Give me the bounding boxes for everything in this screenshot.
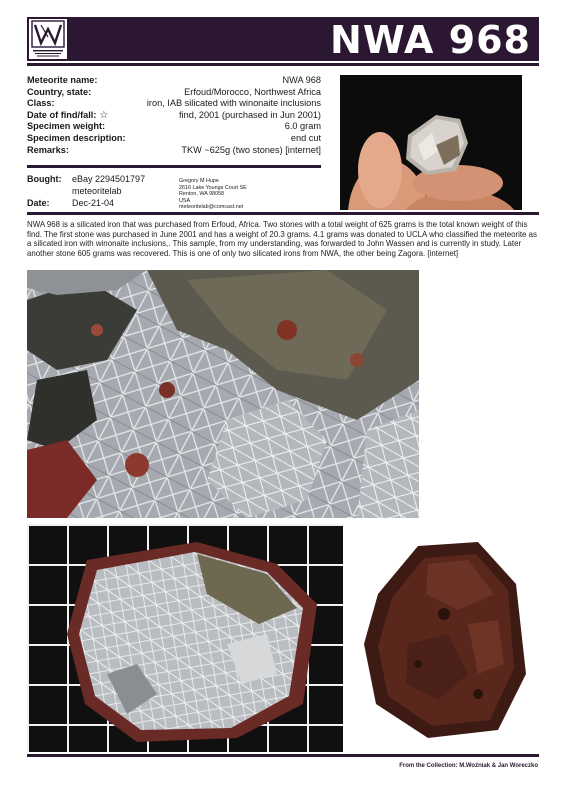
seller-name: meteoritelab: [72, 186, 122, 196]
date-label: Date:: [27, 198, 50, 208]
header-divider: [27, 63, 539, 66]
info-row-description: [27, 133, 321, 145]
info-label: Class:: [27, 98, 55, 109]
info-label: Specimen weight:: [27, 121, 106, 132]
info-row-class: [27, 98, 321, 110]
whole-stone-photo: [348, 524, 539, 752]
info-value: iron, IAB silicated with winonaite inclusions: [146, 98, 321, 109]
address-line: USA: [179, 197, 191, 204]
info-row-remarks: [27, 145, 321, 157]
purchase-divider: [27, 212, 539, 215]
address-line: meteoritelab@comcast.net: [179, 204, 244, 211]
info-value: Erfoud/Morocco, Northwest Africa: [184, 86, 321, 97]
info-row-country: [27, 87, 321, 99]
specimen-description: NWA 968 is a silicated iron that was purchased from Erfoud, Africa. Two stones with a total weight of 625 grams is the total known weight of this find. The first stone was purchased in June 2001 and has a weight of 20.3 grams. 4.1 grams was donated to UCLA who classified the meteorite as a silicated iron with winonaite inclusions,. This sample, from my understanding, was forwarded to John Wassen and is currently in study. Later another stone 605 grams was recovered. This is one of only two silicated irons from NWA, the other being Zagora. [internet]: [27, 220, 537, 259]
address-line: Renton, WA 98058: [179, 191, 225, 198]
page-title: NWA 968: [330, 18, 531, 62]
info-divider: [27, 165, 321, 168]
footer-divider: [27, 754, 539, 757]
collection-logo: [29, 19, 67, 59]
star-icon: ☆: [99, 109, 109, 121]
address-line: Gregory M Hupe: [179, 178, 219, 184]
info-value: TKW ~625g (two stones) [internet]: [181, 144, 321, 155]
info-label: [27, 110, 108, 122]
specimen-info: [27, 75, 321, 156]
info-value: end cut: [290, 132, 321, 143]
collection-credit: From the Collection: M.Woźniak & Jan Woreczko: [399, 763, 538, 769]
date-value: Dec-21-04: [72, 198, 115, 208]
info-label: Remarks:: [27, 144, 69, 155]
info-row-weight: [27, 121, 321, 133]
info-row-date: [27, 110, 321, 122]
cut-slice-photo: [27, 524, 343, 752]
info-value: NWA 968: [282, 75, 321, 85]
info-label: Meteorite name:: [27, 75, 98, 85]
seller-address: [179, 178, 247, 211]
info-value: find, 2001 (purchased in Jun 2001): [179, 109, 321, 120]
bought-value: eBay 2294501797: [72, 174, 146, 184]
specimen-hand-photo: [340, 75, 522, 210]
info-label: Country, state:: [27, 86, 92, 97]
info-row-name: [27, 75, 321, 87]
info-value: 6.0 gram: [284, 121, 321, 132]
etched-surface-photo: [27, 270, 419, 518]
info-label-text: Date of find/fall:: [27, 109, 97, 120]
info-label: Specimen description:: [27, 132, 126, 143]
purchase-info: [27, 174, 321, 210]
address-line: 2616 Lake Youngs Court SE: [179, 184, 247, 191]
bought-label: Bought:: [27, 174, 62, 184]
